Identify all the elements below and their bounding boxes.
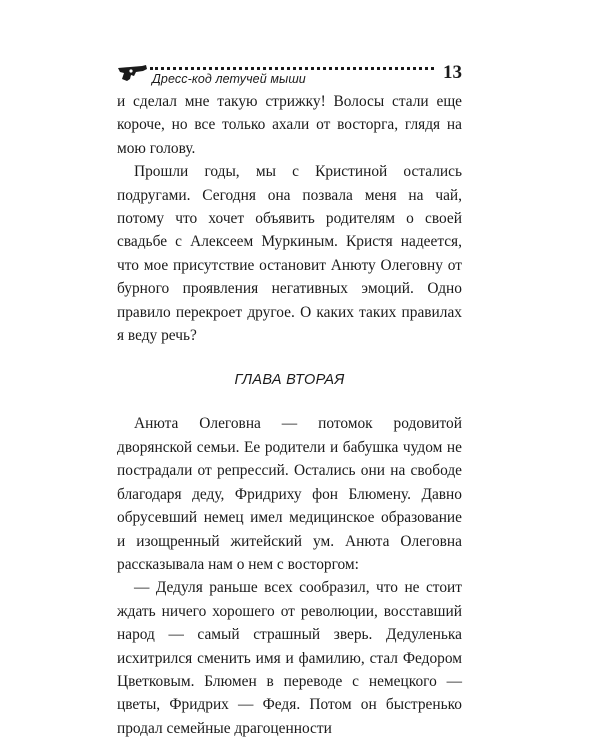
paragraph: Анюта Олеговна — потомок родовитой дворянской семьи. Ее родители и бабушка чудом не пострадали от репрессий. Остались они на свободе благодаря деду, Фридриху фон Блюмену. Давно обрусевший немец имел медицинское образование и изощренный житейский ум. Анюта Олеговна рассказывала нам о нем с восторгом:	[117, 415, 462, 573]
paragraph: Прошли годы, мы с Кристиной остались подругами. Сегодня она позвала меня на чай, потому что хочет объявить родителям о своей свадьбе с Алексеем Муркиным. Кристя надеется, что мое присутствие остановит Анюту Олеговну от бурного проявления негативных эмоций. Одно правило перекроет другое. О каких таких правилах я веду речь?	[117, 163, 462, 345]
paragraph: и сделал мне такую стрижку! Волосы стали еще короче, но все только ахали от восторга, глядя на мою голову.	[117, 93, 462, 157]
running-header	[116, 62, 462, 86]
running-title: Дресс-код летучей мыши	[152, 72, 306, 86]
revolver-icon	[116, 62, 150, 84]
page-number: 13	[443, 62, 462, 83]
paragraph: — Дедуля раньше всех сообразил, что не стоит ждать ничего хорошего от революции, восставший народ — самый страшный зверь. Дедуленька исхитрился сменить имя и фамилию, стал Федором Цветковым. Блюмен в переводе с немецкого — цветы, Фридрих — Федя. Потом он быстренько продал семейные драгоценности	[117, 579, 462, 737]
dotted-rule	[150, 67, 434, 70]
body-text	[117, 90, 462, 740]
chapter-title: ГЛАВА ВТОРАЯ	[234, 372, 345, 389]
